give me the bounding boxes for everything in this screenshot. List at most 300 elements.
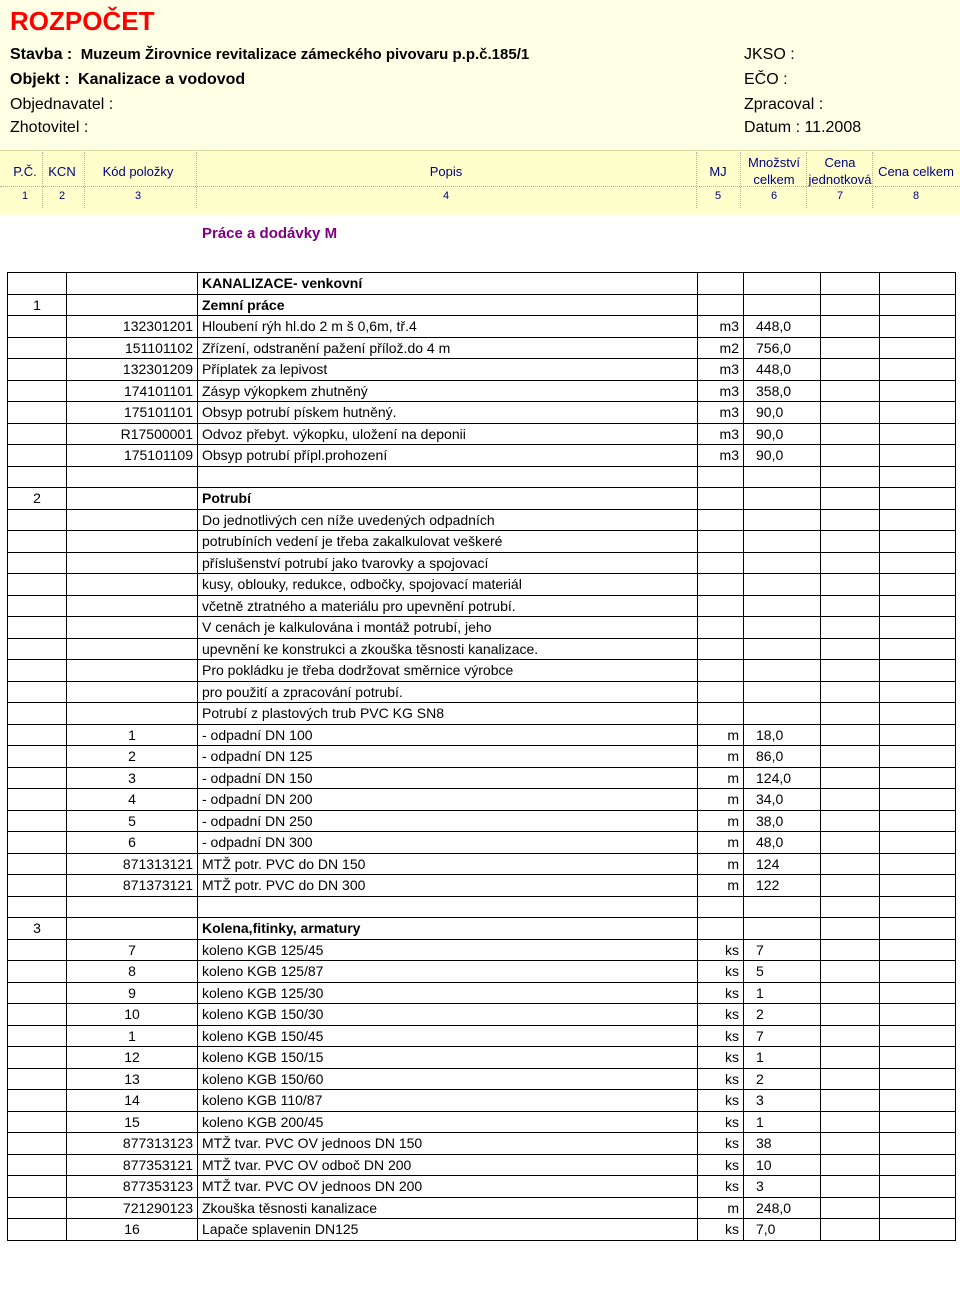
cell-popis: Potrubí	[198, 488, 698, 510]
cell-mnozstvi: 122	[744, 875, 821, 897]
cell-mnozstvi	[744, 466, 821, 488]
cell-kod: 6	[67, 832, 198, 854]
cell-kod: 4	[67, 789, 198, 811]
cell-popis: Hloubení rýh hl.do 2 m š 0,6m, tř.4	[198, 316, 698, 338]
col-divider	[42, 152, 43, 208]
cell-mj: m3	[698, 380, 744, 402]
cell-mnozstvi: 3	[744, 1090, 821, 1112]
cell-mj	[698, 488, 744, 510]
cell-pc	[8, 1219, 67, 1241]
cell-kod	[67, 466, 198, 488]
cell-cena-celkem	[880, 595, 956, 617]
cell-pc	[8, 982, 67, 1004]
cell-popis: V cenách je kalkulována i montáž potrubí, jeho	[198, 617, 698, 639]
cell-kod: 10	[67, 1004, 198, 1026]
cell-mnozstvi	[744, 660, 821, 682]
cell-popis: Zemní práce	[198, 294, 698, 316]
col-number: 8	[912, 190, 920, 202]
cell-cena-celkem	[880, 1111, 956, 1133]
cell-pc	[8, 875, 67, 897]
cell-mnozstvi: 90,0	[744, 445, 821, 467]
cell-popis: Obsyp potrubí pískem hutněný.	[198, 402, 698, 424]
cell-popis: včetně ztratného a materiálu pro upevnění potrubí.	[198, 595, 698, 617]
cell-cena-celkem	[880, 918, 956, 940]
cell-mj: ks	[698, 1068, 744, 1090]
cell-kod: 871313121	[67, 853, 198, 875]
objekt-value: Kanalizace a vodovod	[78, 71, 246, 88]
cell-cena	[821, 638, 880, 660]
table-row	[8, 660, 956, 682]
cell-kod: 132301201	[67, 316, 198, 338]
cell-mj: ks	[698, 1111, 744, 1133]
cell-pc	[8, 574, 67, 596]
cell-mnozstvi: 2	[744, 1068, 821, 1090]
cell-mnozstvi	[744, 531, 821, 553]
cell-pc	[8, 703, 67, 725]
cell-popis: koleno KGB 150/45	[198, 1025, 698, 1047]
cell-pc	[8, 509, 67, 531]
cell-cena	[821, 1197, 880, 1219]
cell-cena	[821, 875, 880, 897]
cell-mnozstvi: 38	[744, 1133, 821, 1155]
table-row	[8, 638, 956, 660]
table-row	[8, 1197, 956, 1219]
table-row	[8, 1025, 956, 1047]
stavba-label: Stavba :	[10, 46, 73, 63]
cell-mnozstvi: 90,0	[744, 423, 821, 445]
cell-kod: 2	[67, 746, 198, 768]
cell-kod: 132301209	[67, 359, 198, 381]
cell-cena-celkem	[880, 1154, 956, 1176]
cell-mnozstvi	[744, 617, 821, 639]
cell-cena	[821, 617, 880, 639]
table-row	[8, 617, 956, 639]
cell-cena-celkem	[880, 961, 956, 983]
cell-pc	[8, 789, 67, 811]
cell-cena	[821, 531, 880, 553]
cell-pc	[8, 337, 67, 359]
cell-mj: ks	[698, 1047, 744, 1069]
cell-cena	[821, 316, 880, 338]
col-header-mnozstvi-line2: celkem	[753, 172, 795, 187]
cell-kod: 174101101	[67, 380, 198, 402]
cell-cena-celkem	[880, 488, 956, 510]
cell-popis: koleno KGB 125/30	[198, 982, 698, 1004]
cell-popis: Odvoz přebyt. výkopku, uložení na deponii	[198, 423, 698, 445]
cell-pc	[8, 466, 67, 488]
cell-mj	[698, 660, 744, 682]
col-number: 7	[836, 190, 844, 202]
cell-cena-celkem	[880, 875, 956, 897]
cell-kod	[67, 918, 198, 940]
table-row	[8, 896, 956, 918]
cell-mnozstvi: 3	[744, 1176, 821, 1198]
cell-kod: 13	[67, 1068, 198, 1090]
cell-pc	[8, 1068, 67, 1090]
cell-cena	[821, 1176, 880, 1198]
cell-popis: koleno KGB 150/15	[198, 1047, 698, 1069]
cell-cena	[821, 746, 880, 768]
cell-cena-celkem	[880, 724, 956, 746]
cell-mj: ks	[698, 1176, 744, 1198]
cell-cena	[821, 1154, 880, 1176]
table-row	[8, 789, 956, 811]
cell-pc	[8, 1176, 67, 1198]
table-row	[8, 875, 956, 897]
zpracoval-label: Zpracoval :	[744, 96, 824, 113]
cell-pc	[8, 531, 67, 553]
table-row	[8, 1219, 956, 1241]
cell-pc	[8, 1047, 67, 1069]
cell-pc	[8, 423, 67, 445]
cell-mnozstvi: 448,0	[744, 316, 821, 338]
cell-cena	[821, 961, 880, 983]
cell-cena	[821, 380, 880, 402]
cell-cena	[821, 703, 880, 725]
cell-kod: 175101101	[67, 402, 198, 424]
col-number: 4	[442, 190, 450, 202]
cell-cena	[821, 681, 880, 703]
cell-mj	[698, 509, 744, 531]
cell-cena	[821, 832, 880, 854]
table-row	[8, 1111, 956, 1133]
cell-kod	[67, 703, 198, 725]
cell-cena-celkem	[880, 746, 956, 768]
cell-popis: koleno KGB 125/87	[198, 961, 698, 983]
col-number: 5	[714, 190, 722, 202]
cell-kod	[67, 273, 198, 295]
stavba-row	[10, 46, 529, 64]
cell-kod	[67, 552, 198, 574]
col-number: 2	[58, 190, 66, 202]
cell-kod: 721290123	[67, 1197, 198, 1219]
cell-pc	[8, 660, 67, 682]
cell-popis: Obsyp potrubí přípl.prohození	[198, 445, 698, 467]
cell-cena-celkem	[880, 294, 956, 316]
table-row	[8, 832, 956, 854]
col-divider	[696, 152, 697, 208]
cell-kod: 16	[67, 1219, 198, 1241]
cell-pc	[8, 853, 67, 875]
cell-mj: m	[698, 789, 744, 811]
col-header-popis: Popis	[429, 164, 463, 179]
cell-popis: Zásyp výkopkem zhutněný	[198, 380, 698, 402]
cell-popis: potrubíních vedení je třeba zakalkulovat veškeré	[198, 531, 698, 553]
cell-cena-celkem	[880, 767, 956, 789]
cell-mj: m	[698, 853, 744, 875]
col-number: 1	[21, 190, 29, 202]
table-row	[8, 466, 956, 488]
table-row	[8, 574, 956, 596]
cell-pc	[8, 767, 67, 789]
cell-popis: koleno KGB 150/60	[198, 1068, 698, 1090]
cell-pc: 1	[8, 294, 67, 316]
page-title: ROZPOČET	[10, 6, 155, 36]
cell-cena	[821, 896, 880, 918]
cell-cena	[821, 1068, 880, 1090]
cell-mj	[698, 918, 744, 940]
cell-kod	[67, 531, 198, 553]
cell-cena	[821, 273, 880, 295]
cell-cena-celkem	[880, 445, 956, 467]
table-row	[8, 359, 956, 381]
table-row	[8, 380, 956, 402]
table-row	[8, 810, 956, 832]
table-row	[8, 1154, 956, 1176]
col-header-mj: MJ	[709, 164, 727, 179]
table-row	[8, 552, 956, 574]
cell-mnozstvi: 2	[744, 1004, 821, 1026]
col-divider	[84, 152, 85, 208]
cell-kod: 1	[67, 724, 198, 746]
cell-cena-celkem	[880, 1004, 956, 1026]
cell-mj: m3	[698, 423, 744, 445]
table-row	[8, 746, 956, 768]
cell-kod	[67, 574, 198, 596]
cell-popis: Lapače splavenin DN125	[198, 1219, 698, 1241]
col-header-kcn: KCN	[48, 164, 76, 179]
table-row	[8, 1047, 956, 1069]
cell-cena	[821, 810, 880, 832]
table-row	[8, 724, 956, 746]
col-header-mnozstvi	[742, 154, 806, 188]
cell-cena	[821, 509, 880, 531]
cell-kod: 877353121	[67, 1154, 198, 1176]
cell-mj	[698, 595, 744, 617]
datum-label: Datum : 11.2008	[744, 119, 862, 136]
cell-popis: - odpadní DN 100	[198, 724, 698, 746]
table-row	[8, 982, 956, 1004]
cell-mj	[698, 617, 744, 639]
cell-mj	[698, 681, 744, 703]
cell-kod: 877353123	[67, 1176, 198, 1198]
cell-mj: ks	[698, 1219, 744, 1241]
table-row	[8, 337, 956, 359]
cell-pc	[8, 273, 67, 295]
cell-cena	[821, 402, 880, 424]
cell-kod	[67, 617, 198, 639]
cell-popis: MTŽ tvar. PVC OV jednoos DN 200	[198, 1176, 698, 1198]
cell-cena-celkem	[880, 982, 956, 1004]
cell-cena	[821, 918, 880, 940]
cell-kod: 15	[67, 1111, 198, 1133]
cell-cena-celkem	[880, 832, 956, 854]
cell-cena-celkem	[880, 1219, 956, 1241]
table-row	[8, 488, 956, 510]
cell-cena-celkem	[880, 359, 956, 381]
cell-mj: ks	[698, 1004, 744, 1026]
cell-cena-celkem	[880, 337, 956, 359]
cell-cena	[821, 552, 880, 574]
cell-pc	[8, 359, 67, 381]
col-header-pc: P.Č.	[13, 164, 37, 179]
cell-kod: 14	[67, 1090, 198, 1112]
cell-mnozstvi: 38,0	[744, 810, 821, 832]
cell-pc	[8, 832, 67, 854]
cell-popis: koleno KGB 110/87	[198, 1090, 698, 1112]
cell-popis: Do jednotlivých cen níže uvedených odpadních	[198, 509, 698, 531]
cell-mnozstvi: 1	[744, 982, 821, 1004]
cell-cena	[821, 1111, 880, 1133]
cell-pc	[8, 681, 67, 703]
cell-pc	[8, 1090, 67, 1112]
cell-mj: ks	[698, 982, 744, 1004]
table-row	[8, 1176, 956, 1198]
cell-mnozstvi: 90,0	[744, 402, 821, 424]
column-number-divider	[0, 186, 960, 187]
stavba-value: Muzeum Žirovnice revitalizace zámeckého pivovaru p.p.č.185/1	[80, 46, 530, 63]
cell-cena	[821, 488, 880, 510]
budget-table	[7, 272, 956, 1241]
cell-mj: m	[698, 746, 744, 768]
cell-mnozstvi	[744, 294, 821, 316]
table-row	[8, 681, 956, 703]
cell-pc	[8, 1133, 67, 1155]
table-row	[8, 1133, 956, 1155]
cell-cena	[821, 1090, 880, 1112]
cell-cena-celkem	[880, 402, 956, 424]
cell-kod: 151101102	[67, 337, 198, 359]
cell-kod: 7	[67, 939, 198, 961]
table-row	[8, 273, 956, 295]
cell-pc	[8, 1197, 67, 1219]
cell-cena	[821, 574, 880, 596]
document-header	[0, 0, 960, 216]
cell-cena	[821, 1047, 880, 1069]
cell-mnozstvi	[744, 574, 821, 596]
cell-cena-celkem	[880, 423, 956, 445]
cell-mj	[698, 896, 744, 918]
cell-popis: koleno KGB 200/45	[198, 1111, 698, 1133]
cell-kod: 877313123	[67, 1133, 198, 1155]
cell-popis: koleno KGB 125/45	[198, 939, 698, 961]
cell-cena-celkem	[880, 681, 956, 703]
cell-mj	[698, 574, 744, 596]
cell-cena	[821, 1133, 880, 1155]
cell-mj: m3	[698, 402, 744, 424]
cell-kod	[67, 896, 198, 918]
cell-kod: 175101109	[67, 445, 198, 467]
cell-popis: - odpadní DN 300	[198, 832, 698, 854]
cell-mj	[698, 531, 744, 553]
table-row	[8, 402, 956, 424]
cell-pc	[8, 1004, 67, 1026]
cell-cena-celkem	[880, 896, 956, 918]
cell-mj: ks	[698, 1090, 744, 1112]
cell-cena	[821, 660, 880, 682]
cell-kod	[67, 681, 198, 703]
cell-cena-celkem	[880, 660, 956, 682]
cell-cena-celkem	[880, 466, 956, 488]
cell-mj	[698, 703, 744, 725]
cell-mnozstvi: 7,0	[744, 1219, 821, 1241]
cell-kod: 3	[67, 767, 198, 789]
cell-mnozstvi	[744, 638, 821, 660]
table-row	[8, 853, 956, 875]
cell-popis: kusy, oblouky, redukce, odbočky, spojovací materiál	[198, 574, 698, 596]
table-row	[8, 767, 956, 789]
cell-pc	[8, 746, 67, 768]
cell-pc	[8, 552, 67, 574]
cell-popis: - odpadní DN 250	[198, 810, 698, 832]
cell-mnozstvi: 124	[744, 853, 821, 875]
col-number: 3	[134, 190, 142, 202]
cell-mnozstvi	[744, 703, 821, 725]
cell-kod: 871373121	[67, 875, 198, 897]
cell-cena	[821, 595, 880, 617]
cell-mj: ks	[698, 1154, 744, 1176]
cell-popis: Zřízení, odstranění pažení přílož.do 4 m	[198, 337, 698, 359]
cell-pc	[8, 595, 67, 617]
cell-mj: ks	[698, 961, 744, 983]
cell-mj: m3	[698, 445, 744, 467]
cell-cena	[821, 359, 880, 381]
cell-cena-celkem	[880, 552, 956, 574]
cell-kod	[67, 509, 198, 531]
table-row	[8, 1004, 956, 1026]
cell-mnozstvi: 7	[744, 1025, 821, 1047]
cell-mj: ks	[698, 1133, 744, 1155]
table-row	[8, 961, 956, 983]
cell-kod	[67, 294, 198, 316]
cell-cena	[821, 724, 880, 746]
cell-mnozstvi: 5	[744, 961, 821, 983]
cell-cena	[821, 1219, 880, 1241]
cell-cena-celkem	[880, 1090, 956, 1112]
cell-mnozstvi: 756,0	[744, 337, 821, 359]
cell-popis: MTŽ potr. PVC do DN 300	[198, 875, 698, 897]
cell-popis: - odpadní DN 200	[198, 789, 698, 811]
cell-pc	[8, 1025, 67, 1047]
cell-popis: KANALIZACE- venkovní	[198, 273, 698, 295]
cell-cena-celkem	[880, 531, 956, 553]
cell-kod: 5	[67, 810, 198, 832]
cell-mnozstvi: 248,0	[744, 1197, 821, 1219]
cell-kod	[67, 488, 198, 510]
cell-mj: m3	[698, 359, 744, 381]
cell-cena-celkem	[880, 617, 956, 639]
cell-mnozstvi: 10	[744, 1154, 821, 1176]
table-row	[8, 445, 956, 467]
cell-cena-celkem	[880, 574, 956, 596]
cell-pc	[8, 961, 67, 983]
cell-mnozstvi: 358,0	[744, 380, 821, 402]
cell-pc: 2	[8, 488, 67, 510]
cell-cena	[821, 1025, 880, 1047]
cell-cena-celkem	[880, 810, 956, 832]
cell-cena	[821, 767, 880, 789]
cell-cena-celkem	[880, 1197, 956, 1219]
cell-cena	[821, 445, 880, 467]
cell-popis: Příplatek za lepivost	[198, 359, 698, 381]
table-row	[8, 531, 956, 553]
cell-mnozstvi: 1	[744, 1047, 821, 1069]
cell-mj: ks	[698, 939, 744, 961]
cell-mj	[698, 466, 744, 488]
cell-popis: Zkouška těsnosti kanalizace	[198, 1197, 698, 1219]
cell-mj: ks	[698, 1025, 744, 1047]
cell-mj	[698, 638, 744, 660]
cell-kod: 1	[67, 1025, 198, 1047]
cell-cena-celkem	[880, 1176, 956, 1198]
cell-cena	[821, 337, 880, 359]
cell-pc	[8, 402, 67, 424]
cell-cena	[821, 1004, 880, 1026]
cell-cena	[821, 939, 880, 961]
cell-popis: - odpadní DN 150	[198, 767, 698, 789]
cell-mj: m	[698, 875, 744, 897]
cell-mj	[698, 273, 744, 295]
